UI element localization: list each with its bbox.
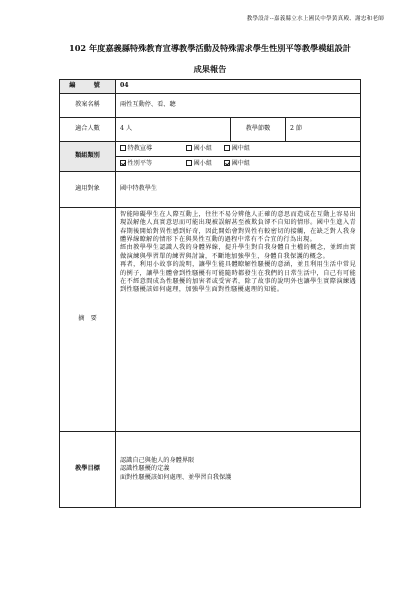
row-target <box>60 172 361 208</box>
checkbox[interactable] <box>224 145 230 151</box>
report-form <box>59 79 361 508</box>
row-people <box>60 118 361 142</box>
report-subtitle: 成果報告 <box>193 64 227 74</box>
summary-label: 摘 要 <box>60 208 116 432</box>
option-elementary-1[interactable]: 國小組 <box>186 145 224 153</box>
category-label: 類組類別 <box>60 142 116 172</box>
periods-value: 2 節 <box>286 118 361 142</box>
checkbox-checked[interactable] <box>224 160 230 166</box>
people-value: 4 人 <box>116 118 231 142</box>
option-junior-2[interactable]: 國中組 <box>224 160 250 168</box>
summary-paragraph: 再者，利用小故事的說明，讓學生能具體瞭解性騷擾的意涵，並且利用生活中常見的例子，讓學生體會到性騷擾有可能隨時都發生在我們的日常生活中，自己有可能在不經意間成為性騷擾的加害者或受害者，除了故事的說明外也讓學生實際演練遇到性騷擾該如何處理，加強學生面對性騷擾處理的知能。 <box>120 261 356 294</box>
target-value: 國中特教學生 <box>116 172 361 208</box>
summary-text <box>116 208 361 432</box>
people-label: 適合人數 <box>60 118 116 142</box>
category-options-1 <box>116 142 361 157</box>
target-label: 適用對象 <box>60 172 116 208</box>
number-value: 04 <box>116 80 361 94</box>
report-title: 102 年度嘉義縣特殊教育宣導教學活動及特殊需求學生性別平等教學模組設計 <box>69 43 351 53</box>
option-elementary-2[interactable]: 國小組 <box>186 160 224 168</box>
option-special-ed[interactable]: 特教宣導 <box>120 145 186 153</box>
row-category-1 <box>60 142 361 157</box>
summary-paragraph: 經由教學學生認識人我的身體界線，提升學生對自我身體自主權的概念，並經由實做演練與學習單的練習與討論，不斷地加強學生，身體自我保護的概念。 <box>120 244 356 260</box>
option-junior-1[interactable]: 國中組 <box>224 145 250 153</box>
checkbox-checked[interactable] <box>120 160 126 166</box>
name-label: 教案名稱 <box>60 94 116 118</box>
summary-paragraph: 智能障礙學生在人際互動上，往往不易分辨他人正確的意思而造成在互動上容易出現誤解他人真實意思而可能出現被誤解甚至被欺負卻不自知的情形。國中生進入青春期後開始對異性感到好奇，因此開始會對異性有較密切的接觸，在缺乏對人我身體界線瞭解的情形下在與異性互動的過程中常有不合宜的行為出現。 <box>120 211 356 244</box>
row-number <box>60 80 361 94</box>
checkbox[interactable] <box>120 145 126 151</box>
goals-label: 教學目標 <box>60 432 116 508</box>
option-gender-equality[interactable]: 性別平等 <box>120 160 186 168</box>
periods-label: 教學節數 <box>231 118 286 142</box>
row-name <box>60 94 361 118</box>
name-value: 兩性互動停、看、聽 <box>116 94 361 118</box>
goals-list <box>116 432 361 508</box>
number-label: 編 號 <box>60 80 116 94</box>
row-summary <box>60 208 361 432</box>
category-options-2 <box>116 157 361 172</box>
row-goals <box>60 432 361 508</box>
header-note: 教學設計--嘉義縣立水上國民中學黃真殿、謝忠和老師 <box>246 16 384 22</box>
goal-item: 面對性騷擾該如何處理、並學習自我保護 <box>120 473 232 481</box>
checkbox[interactable] <box>186 160 192 166</box>
checkbox[interactable] <box>186 145 192 151</box>
goal-item: 認識自己與他人的身體界限 <box>120 456 195 464</box>
goal-item: 認識性騷擾的定義 <box>120 465 170 473</box>
